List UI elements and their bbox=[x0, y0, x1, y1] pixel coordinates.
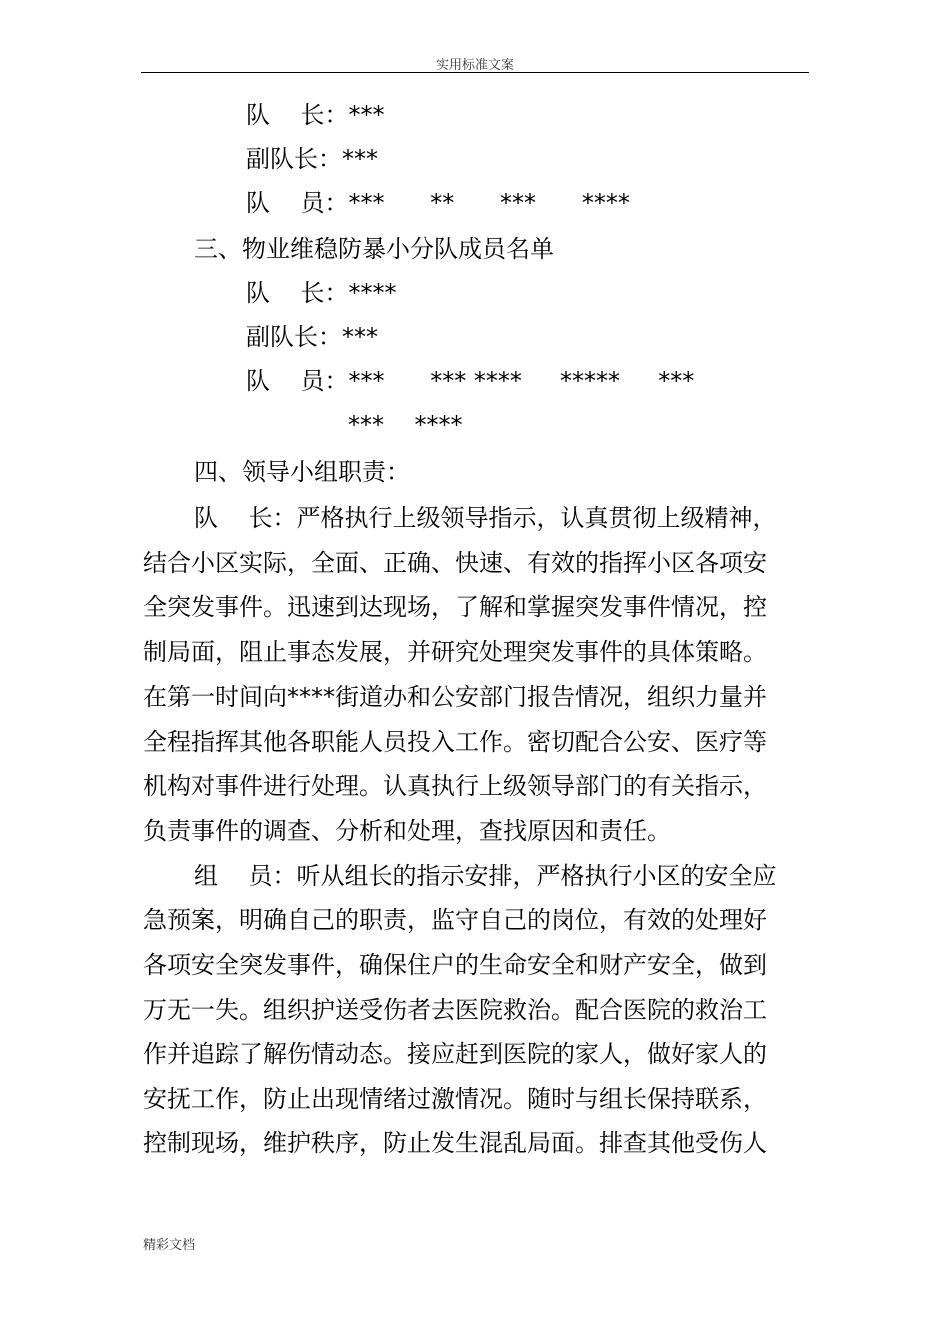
team-leader-line: 队 长：*** bbox=[246, 101, 385, 129]
deputy-leader-line: 副队长：*** bbox=[246, 323, 378, 351]
paragraph-line: 机构对事件进行处理。认真执行上级领导部门的有关指示， bbox=[143, 772, 767, 800]
paragraph-line: 各项安全突发事件，确保住户的生命安全和财产安全，做到 bbox=[143, 951, 767, 979]
paragraph-line: 制局面，阻止事态发展，并研究处理突发事件的具体策略。 bbox=[143, 638, 767, 666]
paragraph-line: 全程指挥其他各职能人员投入工作。密切配合公安、医疗等 bbox=[143, 728, 767, 756]
paragraph-line: 作并追踪了解伤情动态。接应赶到医院的家人，做好家人的 bbox=[143, 1040, 767, 1068]
paragraph-line: 结合小区实际，全面、正确、快速、有效的指挥小区各项安 bbox=[143, 549, 767, 577]
team-leader-line: 队 长：**** bbox=[246, 279, 397, 307]
team-members-line: 队 员：*** *** **** ***** *** bbox=[246, 367, 695, 395]
page-header: 实用标准文案 bbox=[435, 58, 514, 73]
team-members-continuation: *** **** bbox=[348, 411, 463, 439]
paragraph-line: 安抚工作，防止出现情绪过激情况。随时与组长保持联系， bbox=[143, 1085, 767, 1113]
team-members-line: 队 员：*** ** *** **** bbox=[246, 189, 630, 217]
paragraph-line: 负责事件的调查、分析和处理，查找原因和责任。 bbox=[143, 817, 671, 845]
section-heading: 三、物业维稳防暴小分队成员名单 bbox=[194, 235, 554, 263]
header-divider bbox=[141, 72, 809, 73]
paragraph-line: 队 长：严格执行上级领导指示，认真贯彻上级精神， bbox=[194, 504, 777, 532]
paragraph-line: 全突发事件。迅速到达现场，了解和掌握突发事件情况，控 bbox=[143, 593, 767, 621]
section-heading: 四、领导小组职责： bbox=[194, 458, 410, 486]
paragraph-line: 组 员：听从组长的指示安排，严格执行小区的安全应 bbox=[194, 862, 777, 890]
paragraph-line: 万无一失。组织护送受伤者去医院救治。配合医院的救治工 bbox=[143, 996, 767, 1024]
page-footer: 精彩文档 bbox=[143, 1238, 196, 1253]
deputy-leader-line: 副队长：*** bbox=[246, 145, 378, 173]
paragraph-line: 控制现场，维护秩序，防止发生混乱局面。排查其他受伤人 bbox=[143, 1129, 767, 1157]
paragraph-line: 在第一时间向****街道办和公安部门报告情况，组织力量并 bbox=[143, 683, 767, 711]
paragraph-line: 急预案，明确自己的职责，监守自己的岗位，有效的处理好 bbox=[143, 906, 767, 934]
